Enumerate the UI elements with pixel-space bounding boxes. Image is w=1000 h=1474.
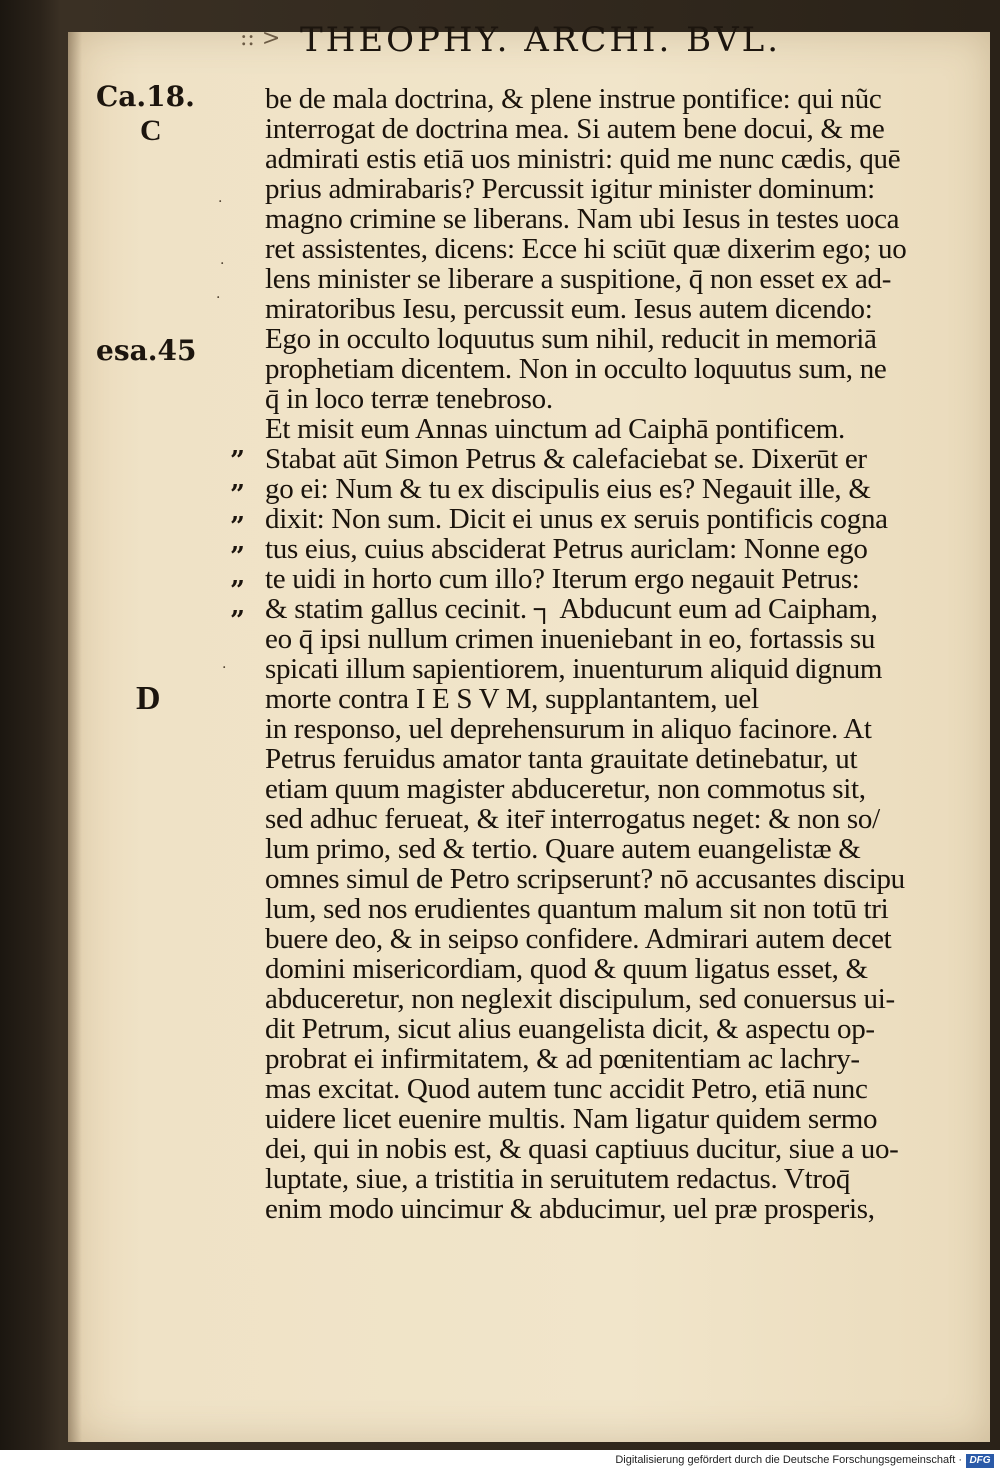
text-line: interrogat de doctrina mea. Si autem bene docui, & me (265, 114, 885, 144)
text-line: luptate, siue, a tristitia in seruitutem redactus. Vtroq̄ (265, 1164, 851, 1194)
text-line: prophetiam dicentem. Non in occulto loquutus sum, ne (265, 354, 887, 384)
quote-mark: ” (230, 576, 245, 606)
text-line: go ei: Num & tu ex discipulis eius es? Negauit ille, & (265, 474, 871, 504)
text-line: be de mala doctrina, & plene instrue pontifice: qui nũc (265, 84, 882, 114)
quote-mark: ” (230, 512, 245, 542)
text-line: Ego in occulto loquutus sum nihil, reducit in memoriā (265, 324, 877, 354)
text-line: morte contra I E S V M, supplantantem, uel (265, 684, 759, 714)
ink-speck: · (218, 194, 223, 210)
text-line: eo q̄ ipsi nullum crimen inueniebant in eo, fortassis su (265, 624, 876, 654)
text-line: Et misit eum Annas uinctum ad Caiphā pontificem. (265, 414, 846, 444)
text-line: te uidi in horto cum illo? Iterum ergo negauit Petrus: (265, 564, 860, 594)
text-line: prius admirabaris? Percussit igitur minister dominum: (265, 174, 875, 204)
text-line: domini misericordiam, quod & quum ligatus esset, & (265, 954, 868, 984)
text-line: tus eius, cuius absciderat Petrus auriclam: Nonne ego (265, 534, 868, 564)
text-line: uidere licet euenire multis. Nam ligatur quidem sermo (265, 1104, 878, 1134)
text-line: admirati estis etiā uos ministri: quid me nunc cædis, quē (265, 144, 901, 174)
text-line: lum primo, sed & tertio. Quare autem euangelistæ & (265, 834, 861, 864)
running-head-ornament: :: > (240, 26, 281, 51)
text-line: lum, sed nos erudientes quantum malum sit non totū tri (265, 894, 889, 924)
section-marker-c: C (140, 114, 162, 147)
ink-speck: · (222, 660, 227, 676)
text-line: buere deo, & in seipso confidere. Admirari autem decet (265, 924, 892, 954)
text-line: spicati illum sapientiorem, inuenturum aliquid dignum (265, 654, 883, 684)
text-line: enim modo uincimur & abducimur, uel præ prosperis, (265, 1194, 875, 1224)
ink-speck: · (216, 290, 221, 306)
text-line: Stabat aūt Simon Petrus & calefaciebat se. Dixerūt er (265, 444, 867, 474)
text-line: etiam quum magister abduceretur, non commotus sit, (265, 774, 866, 804)
margin-notes (96, 80, 197, 1380)
text-line: mas excitat. Quod autem tunc accidit Petro, etiā nunc (265, 1074, 868, 1104)
text-line: Petrus feruidus amator tanta grauitate detinebatur, ut (265, 744, 858, 774)
text-line: & statim gallus cecinit. ┐ Abducunt eum ad Caipham, (265, 594, 878, 624)
dfg-logo: DFG (966, 1454, 994, 1468)
text-line: omnes simul de Petro scripserunt? nō accusantes discipu (265, 864, 905, 894)
quote-mark: ” (230, 446, 245, 476)
quote-mark: ” (230, 606, 245, 636)
ink-speck: · (220, 256, 225, 272)
text-line: abduceretur, non neglexit discipulum, sed conuersus ui- (265, 984, 895, 1014)
chapter-marker: Ca.18. (96, 80, 195, 113)
text-line: dei, qui in nobis est, & quasi captiuus ducitur, siue a uo- (265, 1134, 899, 1164)
quote-mark: ” (230, 480, 245, 510)
spine-shadow (68, 32, 82, 1442)
text-line: dit Petrum, sicut alius euangelista dicit, & aspectu op- (265, 1014, 875, 1044)
citation-marker: esa.45 (96, 334, 197, 367)
text-line: dixit: Non sum. Dicit ei unus ex seruis pontificis cogna (265, 504, 888, 534)
section-marker-d: D (136, 680, 161, 717)
quote-mark: ” (230, 542, 245, 572)
text-line: sed adhuc ferueat, & iter̄ interrogatus neget: & non so/ (265, 804, 880, 834)
body-text (265, 84, 965, 1224)
text-line: q̄ in loco terræ tenebroso. (265, 384, 553, 414)
running-head: THEOPHY. ARCHI. BVL. (300, 20, 782, 60)
text-line: miratoribus Iesu, percussit eum. Iesus autem dicendo: (265, 294, 873, 324)
funding-credit: Digitalisierung gefördert durch die Deutsche Forschungsgemeinschaft · (615, 1454, 962, 1466)
footer-bar (0, 1450, 1000, 1474)
text-line: lens minister se liberare a suspitione, q̄ non esset ex ad- (265, 264, 892, 294)
text-line: probrat ei infirmitatem, & ad pœnitentiam ac lachry- (265, 1044, 860, 1074)
text-line: ret assistentes, dicens: Ecce hi sciūt quæ dixerim ego; uo (265, 234, 907, 264)
text-line: in responso, uel deprehensurum in aliquo facinore. At (265, 714, 872, 744)
text-line: magno crimine se liberans. Nam ubi Iesus in testes uoca (265, 204, 900, 234)
